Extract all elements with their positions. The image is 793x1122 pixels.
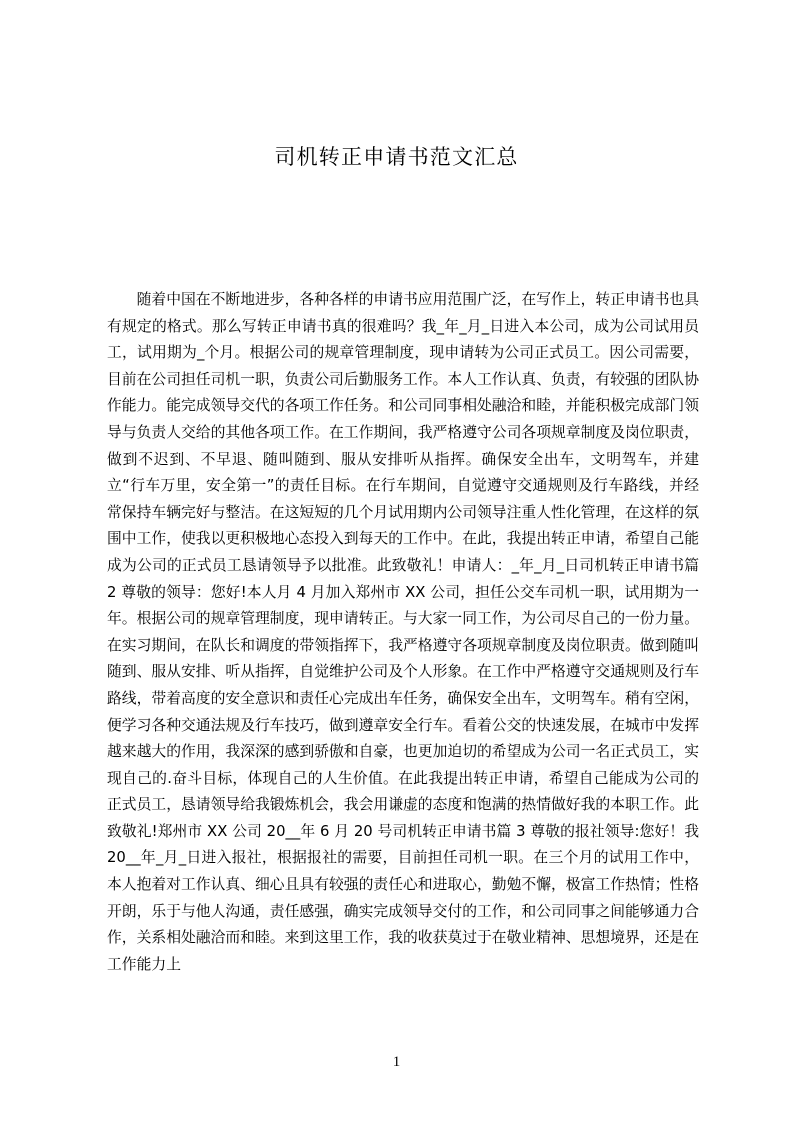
body-paragraph: 随着中国在不断地进步，各种各样的申请书应用范围广泛，在写作上，转正申请书也具有规定的格式。那么写转正申请书真的很难吗？我_年_月_日进入本公司，成为公司试用员工，试用期为_个月。根据公司的规章管理制度，现申请转为公司正式员工。因公司需要，目前在公司担任司机一职，负责公司后勤服务工作。本人工作认真、负责，有较强的团队协作能力。能完成领导交代的各项工作任务。和公司同事相处融洽和睦，并能积极完成部门领导与负责人交给的其他各项工作。在工作期间，我严格遵守公司各项规章制度及岗位职责，做到不迟到、不早退、随叫随到、服从安排听从指挥。确保安全出车，文明驾车，并建立“行车万里，安全第一”的责任目标。在行车期间，自觉遵守交通规则及行车路线，并经常保持车辆完好与整洁。在这短短的几个月试用期内公司领导注重人性化管理，在这样的氛围中工作，使我以更积极地心态投入到每天的工作中。在此，我提出转正申请，希望自己能成为公司的正式员工恳请领导予以批准。此致敬礼！申请人：_年_月_日司机转正申请书篇 2 尊敬的领导：您好!本人月 4 月加入郑州市 XX 公司，担任公交车司机一职，试用期为一年。根据公司的规章管理制度，现申请转正。与大家一同工作，为公司尽自己的一份力量。在实习期间，在队长和调度的带领指挥下，我严格遵守各项规章制度及岗位职责。做到随叫随到、服从安排、听从指挥，自觉维护公司及个人形象。在工作中严格遵守交通规则及行车路线，带着高度的安全意识和责任心完成出车任务，确保安全出车，文明驾车。稍有空闲，便学习各种交通法规及行车技巧，做到遵章安全行车。看着公交的快速发展，在城市中发挥越来越大的作用，我深深的感到骄傲和自豪，也更加迫切的希望成为公司一名正式员工，实现自己的.奋斗目标，体现自己的人生价值。在此我提出转正申请，希望自己能成为公司的正式员工，恳请领导给我锻炼机会，我会用谦虚的态度和饱满的热情做好我的本职工作。此致敬礼!郑州市 XX 公司 20__年 6 月 20 号司机转正申请书篇 3 尊敬的报社领导:您好！我 20__年_月_日进入报社，根据报社的需要，目前担任司机一职。在三个月的试用工作中，本人抱着对工作认真、细心且具有较强的责任心和进取心，勤勉不懈，极富工作热情；性格开朗，乐于与他人沟通，责任感强，确实完成领导交付的工作，和公司同事之间能够通力合作，关系相处融洽而和睦。来到这里工作，我的收获莫过于在敬业精神、思想境界，还是在工作能力上 — [107, 291, 699, 973]
document-title: 司机转正申请书范文汇总 — [274, 145, 519, 169]
page-number: 1 — [392, 1054, 401, 1070]
